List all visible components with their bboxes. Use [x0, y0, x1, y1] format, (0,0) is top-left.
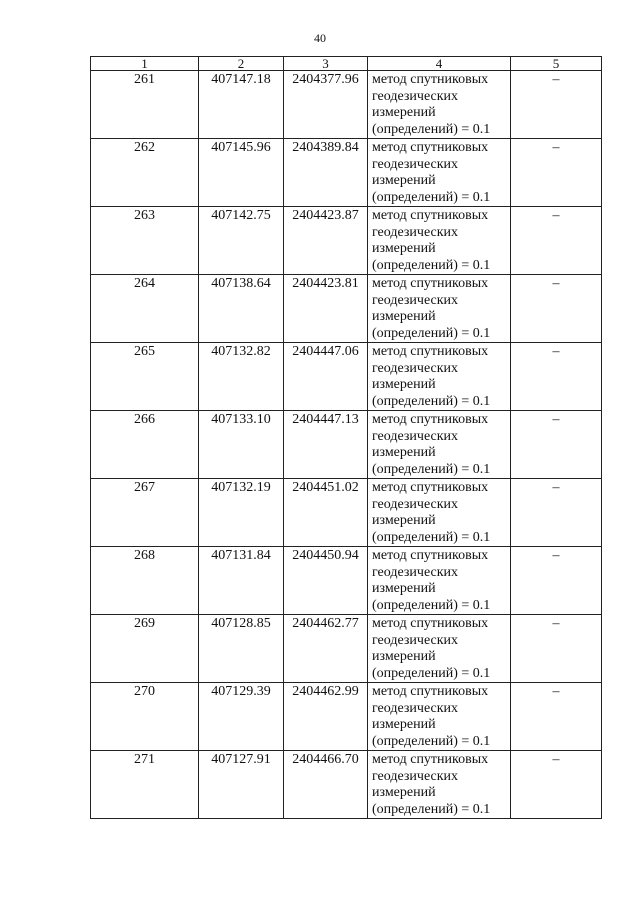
point-number-cell: 269 — [91, 615, 199, 683]
page-number: 40 — [314, 31, 326, 45]
point-number-cell: 271 — [91, 751, 199, 819]
method-line: геодезических — [372, 768, 459, 784]
y-coordinate-cell: 2404462.77 — [284, 615, 368, 683]
method-line: метод спутниковых — [372, 684, 489, 699]
table-row — [91, 547, 602, 615]
y-coordinate-cell: 2404447.06 — [284, 343, 368, 411]
method-cell — [368, 139, 511, 207]
method-line: геодезических — [372, 360, 459, 376]
method-line: геодезических — [372, 564, 459, 580]
extra-cell: – — [511, 615, 602, 683]
point-number-cell: 266 — [91, 411, 199, 479]
x-coordinate-cell: 407147.18 — [199, 71, 284, 139]
method-line: (определений) = 0.1 — [372, 121, 491, 137]
method-line: метод спутниковых — [372, 276, 489, 291]
y-coordinate-cell: 2404462.99 — [284, 683, 368, 751]
extra-cell: – — [511, 479, 602, 547]
method-line: (определений) = 0.1 — [372, 461, 491, 477]
method-cell — [368, 71, 511, 139]
method-line: (определений) = 0.1 — [372, 665, 491, 681]
method-line: (определений) = 0.1 — [372, 733, 491, 749]
table-row — [91, 479, 602, 547]
method-line: (определений) = 0.1 — [372, 529, 491, 545]
method-cell — [368, 275, 511, 343]
header-row — [91, 57, 602, 71]
y-coordinate-cell: 2404389.84 — [284, 139, 368, 207]
point-number-cell: 267 — [91, 479, 199, 547]
extra-cell: – — [511, 71, 602, 139]
header-col-3: 3 — [284, 57, 368, 71]
point-number-cell: 262 — [91, 139, 199, 207]
table-row — [91, 683, 602, 751]
method-line: (определений) = 0.1 — [372, 801, 491, 817]
x-coordinate-cell: 407138.64 — [199, 275, 284, 343]
x-coordinate-cell: 407132.19 — [199, 479, 284, 547]
method-line: геодезических — [372, 292, 459, 308]
extra-cell: – — [511, 751, 602, 819]
method-line: (определений) = 0.1 — [372, 325, 491, 341]
method-line: (определений) = 0.1 — [372, 393, 491, 409]
y-coordinate-cell: 2404451.02 — [284, 479, 368, 547]
extra-cell: – — [511, 343, 602, 411]
method-line: метод спутниковых — [372, 412, 489, 427]
method-line: метод спутниковых — [372, 616, 489, 631]
extra-cell: – — [511, 547, 602, 615]
x-coordinate-cell: 407142.75 — [199, 207, 284, 275]
method-line: измерений — [372, 173, 436, 188]
method-line: метод спутниковых — [372, 208, 489, 223]
header-col-4: 4 — [368, 57, 511, 71]
table-row — [91, 139, 602, 207]
method-line: метод спутниковых — [372, 344, 489, 359]
method-cell — [368, 207, 511, 275]
method-line: измерений — [372, 241, 436, 256]
method-line: метод спутниковых — [372, 752, 489, 767]
y-coordinate-cell: 2404450.94 — [284, 547, 368, 615]
table-row — [91, 615, 602, 683]
extra-cell: – — [511, 139, 602, 207]
extra-cell: – — [511, 207, 602, 275]
method-cell — [368, 683, 511, 751]
table-row — [91, 275, 602, 343]
method-cell — [368, 547, 511, 615]
method-line: измерений — [372, 513, 436, 528]
method-line: измерений — [372, 445, 436, 460]
x-coordinate-cell: 407129.39 — [199, 683, 284, 751]
method-line: измерений — [372, 377, 436, 392]
y-coordinate-cell: 2404377.96 — [284, 71, 368, 139]
point-number-cell: 270 — [91, 683, 199, 751]
method-cell — [368, 479, 511, 547]
x-coordinate-cell: 407128.85 — [199, 615, 284, 683]
method-line: метод спутниковых — [372, 548, 489, 563]
coordinates-table — [90, 56, 602, 819]
method-line: измерений — [372, 581, 436, 596]
y-coordinate-cell: 2404466.70 — [284, 751, 368, 819]
point-number-cell: 261 — [91, 71, 199, 139]
table-header — [91, 57, 602, 71]
method-line: геодезических — [372, 156, 459, 172]
y-coordinate-cell: 2404423.81 — [284, 275, 368, 343]
table-body — [91, 71, 602, 819]
x-coordinate-cell: 407132.82 — [199, 343, 284, 411]
method-line: геодезических — [372, 88, 459, 104]
method-line: измерений — [372, 785, 436, 800]
method-line: (определений) = 0.1 — [372, 189, 491, 205]
extra-cell: – — [511, 683, 602, 751]
method-line: измерений — [372, 309, 436, 324]
extra-cell: – — [511, 411, 602, 479]
method-cell — [368, 343, 511, 411]
method-line: метод спутниковых — [372, 140, 489, 155]
method-line: измерений — [372, 649, 436, 664]
point-number-cell: 263 — [91, 207, 199, 275]
point-number-cell: 268 — [91, 547, 199, 615]
y-coordinate-cell: 2404423.87 — [284, 207, 368, 275]
method-line: метод спутниковых — [372, 72, 489, 87]
method-cell — [368, 615, 511, 683]
x-coordinate-cell: 407131.84 — [199, 547, 284, 615]
table-row — [91, 411, 602, 479]
method-line: геодезических — [372, 632, 459, 648]
header-col-2: 2 — [199, 57, 284, 71]
table-row — [91, 71, 602, 139]
method-line: (определений) = 0.1 — [372, 257, 491, 273]
point-number-cell: 265 — [91, 343, 199, 411]
extra-cell: – — [511, 275, 602, 343]
method-line: (определений) = 0.1 — [372, 597, 491, 613]
table-row — [91, 343, 602, 411]
method-line: геодезических — [372, 224, 459, 240]
x-coordinate-cell: 407133.10 — [199, 411, 284, 479]
method-line: геодезических — [372, 496, 459, 512]
method-line: измерений — [372, 105, 436, 120]
table-row — [91, 751, 602, 819]
point-number-cell: 264 — [91, 275, 199, 343]
method-cell — [368, 751, 511, 819]
x-coordinate-cell: 407145.96 — [199, 139, 284, 207]
y-coordinate-cell: 2404447.13 — [284, 411, 368, 479]
method-line: геодезических — [372, 428, 459, 444]
method-line: измерений — [372, 717, 436, 732]
table-row — [91, 207, 602, 275]
header-col-1: 1 — [91, 57, 199, 71]
header-col-5: 5 — [511, 57, 602, 71]
method-line: геодезических — [372, 700, 459, 716]
method-line: метод спутниковых — [372, 480, 489, 495]
x-coordinate-cell: 407127.91 — [199, 751, 284, 819]
method-cell — [368, 411, 511, 479]
